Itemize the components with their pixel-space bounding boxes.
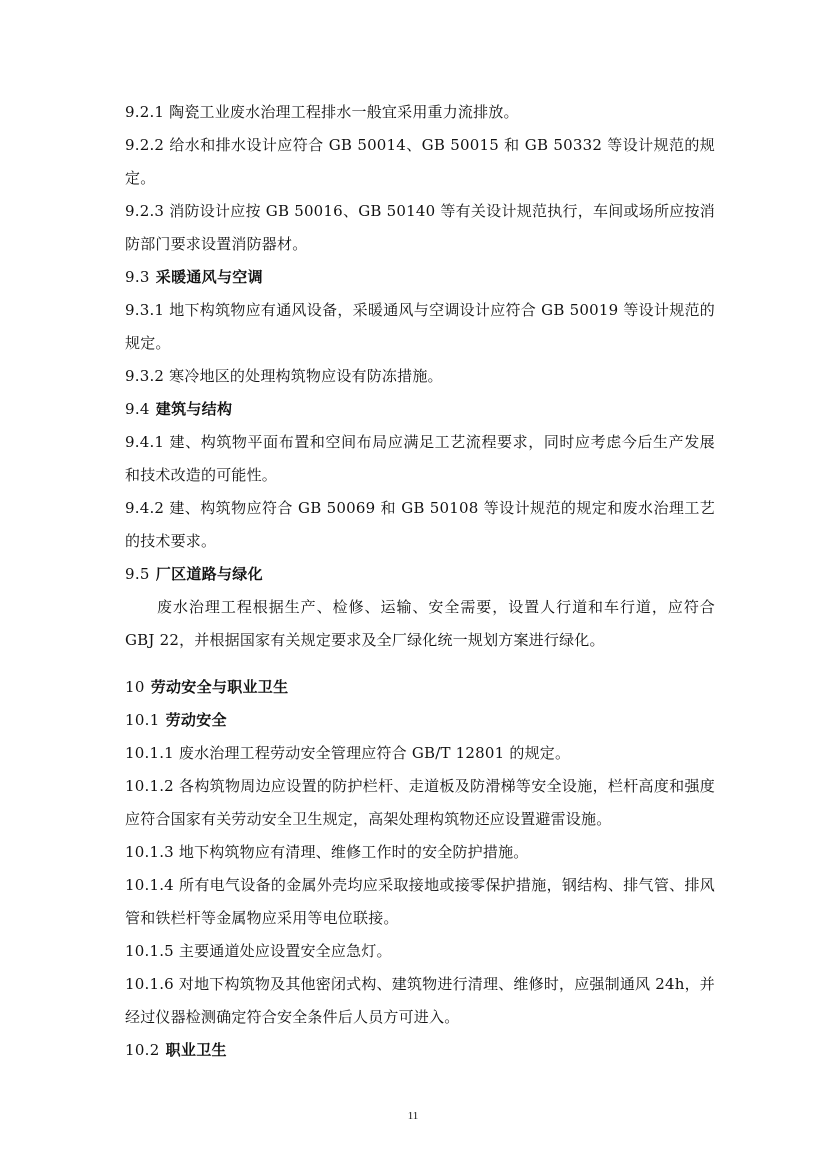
section-title: 建筑与结构 [155, 400, 233, 418]
clause-paragraph: 10.1.1 废水治理工程劳动安全管理应符合 GB/T 12801 的规定。 [125, 744, 571, 762]
section-heading [125, 558, 715, 591]
document-body [125, 96, 715, 1067]
clause-paragraph: 9.3.2 寒冷地区的处理构筑物应设有防冻措施。 [125, 367, 443, 385]
clause-paragraph: 10.1.4 所有电气设备的金属外壳均应采取接地或接零保护措施，钢结构、排气管、排风管和铁栏杆等金属物应采用等电位联接。 [125, 876, 715, 927]
clause-paragraph: 9.4.1 建、构筑物平面布置和空间布局应满足工艺流程要求，同时应考虑今后生产发展和技术改造的可能性。 [125, 433, 715, 484]
clause-paragraph: 10.1.5 主要通道处应设置安全应急灯。 [125, 942, 392, 960]
section-heading [125, 1034, 715, 1067]
section-heading [125, 671, 715, 704]
section-number: 10.1 [125, 711, 160, 729]
clause-paragraph: 9.4.2 建、构筑物应符合 GB 50069 和 GB 50108 等设计规范的规定和废水治理工艺的技术要求。 [125, 499, 715, 550]
page-number: 11 [407, 1110, 419, 1122]
section-heading [125, 393, 715, 426]
section-number: 9.5 [125, 565, 150, 583]
section-title: 厂区道路与绿化 [155, 565, 263, 583]
clause-paragraph: 9.3.1 地下构筑物应有通风设备，采暖通风与空调设计应符合 GB 50019 等设计规范的规定。 [125, 301, 715, 352]
clause-paragraph: 9.2.3 消防设计应按 GB 50016、GB 50140 等有关设计规范执行，车间或场所应按消防部门要求设置消防器材。 [125, 202, 715, 253]
section-heading [125, 704, 715, 737]
clause-paragraph: 废水治理工程根据生产、检修、运输、安全需要，设置人行道和车行道，应符合 GBJ 22，并根据国家有关规定要求及全厂绿化统一规划方案进行绿化。 [125, 598, 715, 649]
section-heading [125, 261, 715, 294]
clause-paragraph: 10.1.2 各构筑物周边应设置的防护栏杆、走道板及防滑梯等安全设施，栏杆高度和强度应符合国家有关劳动安全卫生规定，高架处理构筑物还应设置避雷设施。 [125, 777, 715, 828]
section-number: 9.4 [125, 400, 150, 418]
section-title: 职业卫生 [165, 1041, 227, 1059]
section-number: 9.3 [125, 268, 150, 286]
section-title: 劳动安全 [165, 711, 227, 729]
section-number: 10 [125, 678, 145, 696]
clause-paragraph: 10.1.6 对地下构筑物及其他密闭式构、建筑物进行清理、维修时，应强制通风 24h，并经过仪器检测确定符合安全条件后人员方可进入。 [125, 975, 715, 1026]
clause-paragraph: 9.2.2 给水和排水设计应符合 GB 50014、GB 50015 和 GB 50332 等设计规范的规定。 [125, 136, 715, 187]
clause-paragraph: 10.1.3 地下构筑物应有清理、维修工作时的安全防护措施。 [125, 843, 529, 861]
section-number: 10.2 [125, 1041, 160, 1059]
clause-paragraph: 9.2.1 陶瓷工业废水治理工程排水一般宜采用重力流排放。 [125, 103, 519, 121]
section-title: 采暖通风与空调 [155, 268, 263, 286]
section-title: 劳动安全与职业卫生 [150, 678, 289, 696]
